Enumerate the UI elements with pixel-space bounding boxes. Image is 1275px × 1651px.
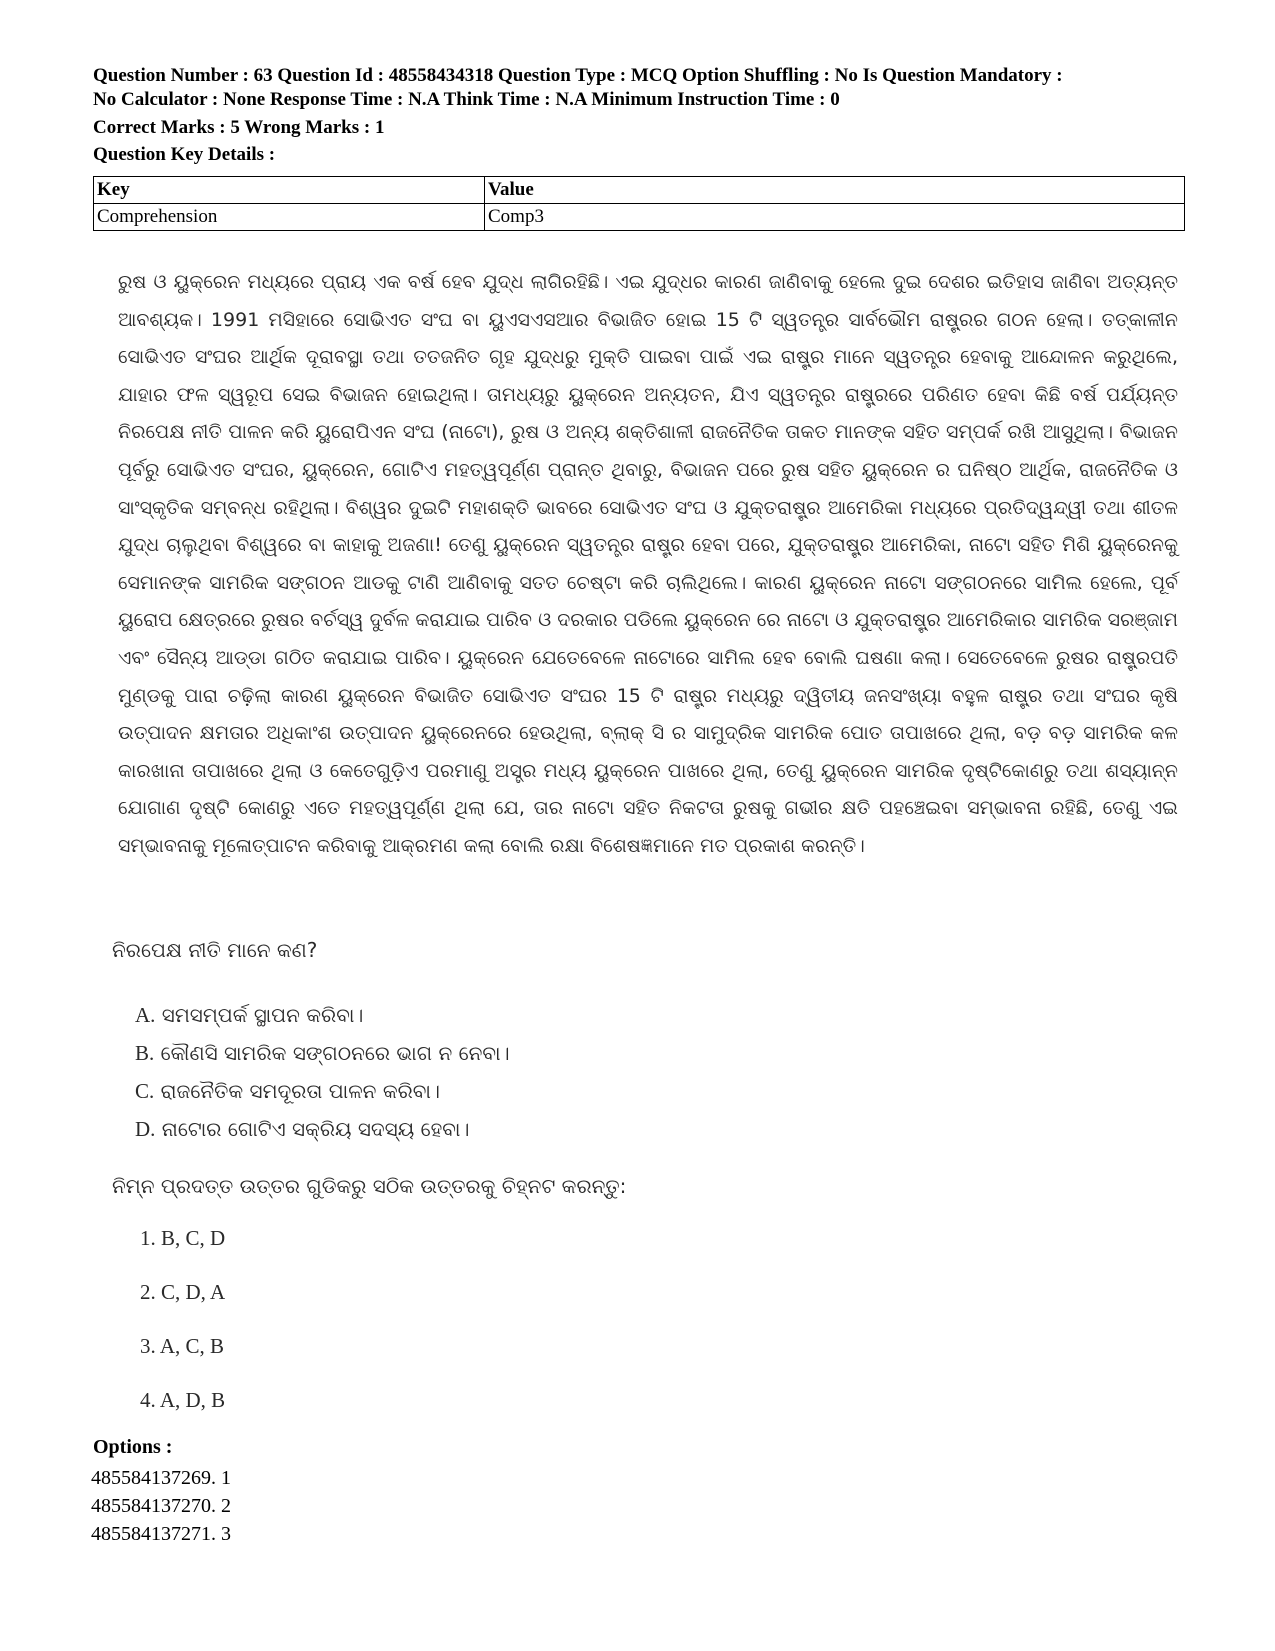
statement-item (135, 1034, 510, 1072)
answer-choice-list (140, 1222, 225, 1438)
options-list (91, 1464, 231, 1548)
options-heading: Options : (93, 1436, 173, 1458)
statement-text: ନାଟୋର ଗୋଟିଏ ସକ୍ରିୟ ସଦସ୍ୟ ହେବା। (161, 1117, 470, 1141)
comprehension-passage: ରୁଷ ଓ ୟୁକ୍ରେନ ମଧ୍ୟରେ ପ୍ରାୟ ଏକ ବର୍ଷ ହେବ ଯୁଦ୍ଧ ଲାଗିରହିଛି। ଏଇ ଯୁଦ୍ଧର କାରଣ ଜାଣିବାକୁ ହେଲେ ଦୁଇ ଦେଶର ଇତିହାସ ଜାଣିବା ଅତ୍ୟନ୍ତ ଆବଶ୍ୟକ। 1991 ମସିହାରେ ସୋଭିଏତ ସଂଘ ବା ୟୁଏସଏସଆର ବିଭାଜିତ ହୋଇ 15 ଟି ସ୍ୱତନ୍ତ୍ର ସାର୍ବଭୌମ ରାଷ୍ଟ୍ରର ଗଠନ ହେଲା। ତତ୍କାଳୀନ ସୋଭିଏତ ସଂଘର ଆର୍ଥିକ ଦୂରାବସ୍ଥା ତଥା ତତଜନିତ ଗୃହ ଯୁଦ୍ଧରୁ ମୁକ୍ତି ପାଇବା ପାଇଁ ଏଇ ରାଷ୍ଟ୍ର ମାନେ ସ୍ୱତନ୍ତ୍ର ହେବାକୁ ଆନ୍ଦୋଳନ କରୁଥିଲେ, ଯାହାର ଫଳ ସ୍ୱରୂପ ସେଇ ବିଭାଜନ ହୋଇଥିଲା। ତାମଧ୍ୟରୁ ୟୁକ୍ରେନ ଅନ୍ୟତନ, ଯିଏ ସ୍ୱତନ୍ତ୍ର ରାଷ୍ଟ୍ରରେ ପରିଣତ ହେବା କିଛି ବର୍ଷ ପର୍ଯ୍ୟନ୍ତ ନିରପେକ୍ଷ ନୀତି ପାଳନ କରି ୟୁରୋପିଏନ ସଂଘ (ନାଟୋ), ରୁଷ ଓ ଅନ୍ୟ ଶକ୍ତିଶାଳୀ ରାଜନୈତିକ ତାକତ ମାନଙ୍କ ସହିତ ସମ୍ପର୍କ ରଖି ଆସୁଥିଲା। ବିଭାଜନ ପୂର୍ବରୁ ସୋଭିଏତ ସଂଘର, ୟୁକ୍ରେନ, ଗୋଟିଏ ମହତ୍ୱପୂର୍ଣ୍ଣ ପ୍ରାନ୍ତ ଥିବାରୁ, ବିଭାଜନ ପରେ ରୁଷ ସହିତ ୟୁକ୍ରେନ ର ଘନିଷ୍ଠ ଆର୍ଥିକ, ରାଜନୈତିକ ଓ ସାଂସ୍କୃତିକ ସମ୍ବନ୍ଧ ରହିଥିଲା। ବିଶ୍ୱର ଦୁଇଟି ମହାଶକ୍ତି ଭାବରେ ସୋଭିଏତ ସଂଘ ଓ ଯୁକ୍ତରାଷ୍ଟ୍ର ଆମେରିକା ମଧ୍ୟରେ ପ୍ରତିଦ୍ୱନ୍ଦ୍ୱୀ ତଥା ଶୀତଳ ଯୁଦ୍ଧ ଚାଲୁଥିବା ବିଶ୍ୱରେ ବା କାହାକୁ ଅଜଣା! ତେଣୁ ୟୁକ୍ରେନ ସ୍ୱତନ୍ତ୍ର ରାଷ୍ଟ୍ର ହେବା ପରେ, ଯୁକ୍ତରାଷ୍ଟ୍ର ଆମେରିକା, ନାଟୋ ସହିତ ମିଶି ୟୁକ୍ରେନକୁ ସେମାନଙ୍କ ସାମରିକ ସଙ୍ଗଠନ ଆଡକୁ ଟାଣି ଆଣିବାକୁ ସତତ ଚେଷ୍ଟା କରି ଚାଲିଥିଲେ। କାରଣ ୟୁକ୍ରେନ ନାଟୋ ସଙ୍ଗଠନରେ ସାମିଲ ହେଲେ, ପୂର୍ବ ୟୁରୋପ କ୍ଷେତ୍ରରେ ରୁଷର ବର୍ଚସ୍ୱ ଦୁର୍ବଳ କରାଯାଇ ପାରିବ ଓ ଦରକାର ପଡିଲେ ୟୁକ୍ରେନ ରେ ନାଟୋ ଓ ଯୁକ୍ତରାଷ୍ଟ୍ର ଆମେରିକାର ସାମରିକ ସରଞ୍ଜାମ ଏବଂ ସୈନ୍ୟ ଆଡ୍ଡା ଗଠିତ କରାଯାଇ ପାରିବ। ୟୁକ୍ରେନ ଯେତେବେଳେ ନାଟୋରେ ସାମିଲ ହେବ ବୋଲି ଘଷଣା କଲା। ସେତେବେଳେ ରୁଷର ରାଷ୍ଟ୍ରପତି ମୁଣ୍ଡକୁ ପାରା ଚଢ଼ିଲା କାରଣ ୟୁକ୍ରେନ ବିଭାଜିତ ସୋଭିଏତ ସଂଘର 15 ଟି ରାଷ୍ଟ୍ର ମଧ୍ୟରୁ ଦ୍ୱିତୀୟ ଜନସଂଖ୍ୟା ବହୁଳ ରାଷ୍ଟ୍ର ତଥା ସଂଘର କୃଷି ଉତ୍ପାଦନ କ୍ଷମତାର ଅଧିକାଂଶ ଉତ୍ପାଦନ ୟୁକ୍ରେନରେ ହେଉଥିଲା, ବ୍ଲାକ୍ ସି ର ସାମୁଦ୍ରିକ ସାମରିକ ପୋତ ତାପାଖରେ ଥିଲା, ବଡ଼ ବଡ଼ ସାମରିକ କଳ କାରଖାନା ତାପାଖରେ ଥିଲା ଓ କେତେଗୁଡ଼ିଏ ପରମାଣୁ ଅସ୍ତ୍ର ମଧ୍ୟ ୟୁକ୍ରେନ ପାଖରେ ଥିଲା, ତେଣୁ ୟୁକ୍ରେନ ସାମରିକ ଦୃଷ୍ଟିକୋଣରୁ ତଥା ଶସ୍ୟାନ୍ନ ଯୋଗାଣ ଦୃଷ୍ଟି କୋଣରୁ ଏତେ ମହତ୍ୱପୂର୍ଣ୍ଣ ଥିଲା ଯେ, ତାର ନାଟୋ ସହିତ ନିକଟତା ରୁଷକୁ ଗଭୀର କ୍ଷତି ପହଞ୍ଚେଇବା ସମ୍ଭାବନା ରହିଛି, ତେଣୁ ଏଇ ସମ୍ଭାବନାକୁ ମୂଳୋତ୍ପାଟନ କରିବାକୁ ଆକ୍ରମଣ କଲା ବୋଲି ରକ୍ଷା ବିଶେଷଜ୍ଞମାନେ ମତ ପ୍ରକାଶ କରନ୍ତି। (118, 271, 1178, 857)
table-header-key: Key (94, 177, 485, 204)
key-details-label: Question Key Details : (93, 144, 276, 165)
answer-choice: 4. A, D, B (140, 1388, 226, 1412)
statement-letter: C. (135, 1079, 155, 1103)
option-item: 485584137271. 3 (91, 1523, 231, 1545)
answer-choice: 1. B, C, D (140, 1226, 226, 1250)
statement-letter: D. (135, 1117, 156, 1141)
table-header-value: Value (485, 177, 1185, 204)
marks-line: Correct Marks : 5 Wrong Marks : 1 (93, 117, 385, 138)
question-meta-line-2: No Calculator : None Response Time : N.A Think Time : N.A Minimum Instruction Time : 0 (93, 89, 840, 110)
answer-instruction: ନିମ୍ନ ପ୍ରଦତ୍ତ ଉତ୍ତର ଗୁଡିକରୁ ସଠିକ ଉତ୍ତରକୁ ଚିହ୍ନଟ କରନ୍ତୁ: (112, 1174, 627, 1198)
key-details-table (93, 176, 1185, 231)
option-item: 485584137270. 2 (91, 1495, 231, 1517)
table-cell-key: Comprehension (94, 204, 485, 231)
question-meta-line-1: Question Number : 63 Question Id : 48558434318 Question Type : MCQ Option Shuffling : No Is Question Mandatory : (93, 65, 1063, 86)
table-cell-value: Comp3 (485, 204, 1185, 231)
statement-item (135, 996, 510, 1034)
table-header-row (94, 177, 1185, 204)
statement-text: କୌଣସି ସାମରିକ ସଙ୍ଗଠନରେ ଭାଗ ନ ନେବା। (160, 1041, 510, 1065)
option-item: 485584137269. 1 (91, 1467, 231, 1489)
statement-text: ସମସମ୍ପର୍କ ସ୍ଥାପନ କରିବା। (161, 1003, 364, 1027)
statement-item (135, 1110, 510, 1148)
answer-choice: 2. C, D, A (140, 1280, 226, 1304)
answer-choice: 3. A, C, B (140, 1334, 225, 1358)
statement-letter: A. (135, 1003, 156, 1027)
statement-list (135, 996, 510, 1148)
statement-item (135, 1072, 510, 1110)
table-row (94, 204, 1185, 231)
statement-letter: B. (135, 1041, 155, 1065)
question-text: ନିରପେକ୍ଷ ନୀତି ମାନେ କଣ? (112, 938, 318, 962)
statement-text: ରାଜନୈତିକ ସମଦୂରତା ପାଳନ କରିବା। (160, 1079, 440, 1103)
